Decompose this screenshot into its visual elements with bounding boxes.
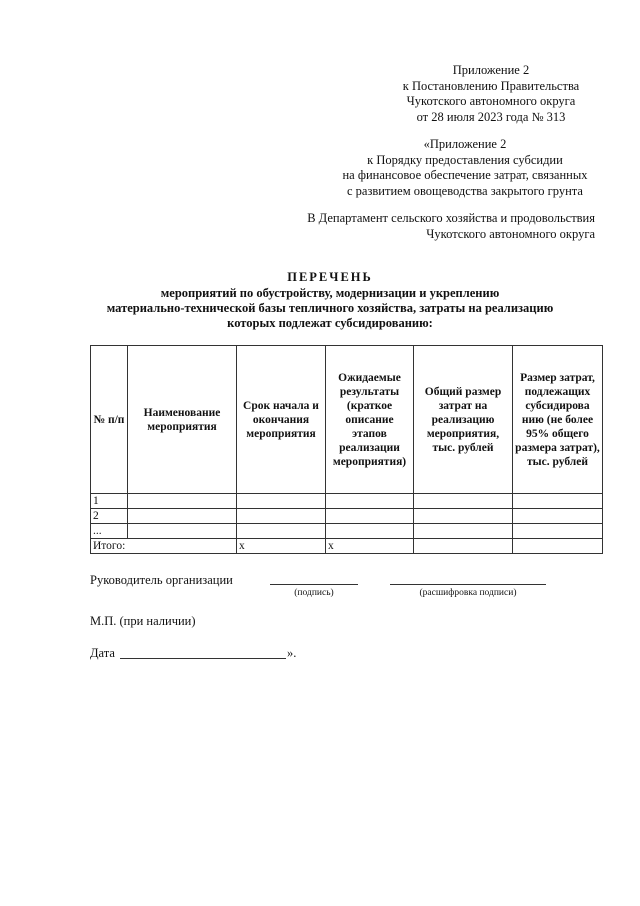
header-total-cost: Общий размер затрат на реализацию мероприятия, тыс. рублей (414, 346, 513, 494)
addressee-line: Чукотского автономного округа (426, 226, 595, 241)
table-cell[interactable] (237, 494, 326, 509)
signature-caption: (подпись) (294, 588, 334, 598)
addressee-line: В Департамент сельского хозяйства и продовольствия (307, 211, 595, 225)
activities-table (90, 345, 603, 554)
table-cell[interactable] (326, 509, 414, 524)
signature-decode-line[interactable] (390, 584, 546, 585)
appendix-government-block (356, 63, 626, 125)
table-cell[interactable] (513, 524, 603, 539)
total-cost-cell[interactable] (414, 539, 513, 554)
table-cell[interactable] (513, 509, 603, 524)
appendix-line: Чукотского автономного округа (406, 94, 576, 108)
appendix-line: Приложение 2 (452, 63, 530, 77)
table-cell[interactable] (414, 494, 513, 509)
heading-line: материально-технической базы тепличного хозяйства, затраты на реализацию (106, 301, 554, 315)
total-term-mark: х (237, 539, 326, 554)
date-end: ». (287, 646, 297, 660)
header-name: Наименование мероприятия (128, 346, 237, 494)
table-cell[interactable] (414, 524, 513, 539)
table-cell[interactable]: 1 (91, 494, 128, 509)
appendix-line: от 28 июля 2023 года № 313 (416, 109, 566, 124)
header-results: Ожидаемые результаты (краткое описание этапов реализации мероприятия) (326, 346, 414, 494)
head-label: Руководитель организации (90, 573, 233, 587)
appendix-line: к Порядку предоставления субсидии (367, 152, 563, 167)
total-subsidy-cell[interactable] (513, 539, 603, 554)
document-heading (60, 270, 600, 331)
heading-line: которых подлежат субсидированию: (227, 316, 433, 330)
table-row (91, 524, 603, 539)
table-cell[interactable] (237, 524, 326, 539)
total-label: Итого: (91, 539, 237, 554)
appendix-line: на финансовое обеспечение затрат, связанных (342, 168, 588, 182)
date-label: Дата (90, 646, 115, 660)
document-title: ПЕРЕЧЕНЬ (287, 270, 373, 284)
heading-line: мероприятий по обустройству, модернизации и укреплению (160, 286, 500, 300)
appendix-line: к Постановлению Правительства (402, 78, 580, 93)
seal-label: М.П. (при наличии) (90, 614, 196, 628)
appendix-line: с развитием овощеводства закрытого грунта (347, 183, 583, 198)
table-cell[interactable] (414, 509, 513, 524)
table-cell[interactable] (326, 524, 414, 539)
table-cell[interactable] (237, 509, 326, 524)
date-line[interactable] (120, 658, 286, 659)
total-results-mark: х (326, 539, 414, 554)
table-cell[interactable]: ... (91, 524, 128, 539)
table-cell[interactable] (326, 494, 414, 509)
appendix-order-block (330, 137, 600, 199)
table-cell[interactable]: 2 (91, 509, 128, 524)
table-header-row (91, 346, 603, 494)
table-cell[interactable] (128, 494, 237, 509)
table-total-row (91, 539, 603, 554)
table-cell[interactable] (513, 494, 603, 509)
addressee-block (270, 211, 595, 242)
header-number: № п/п (91, 346, 128, 494)
header-subsidy-cost: Размер затрат, подлежащих субсидирова нию (не более 95% общего размера затрат), тыс. рублей (513, 346, 603, 494)
appendix-line: «Приложение 2 (423, 137, 507, 151)
table-row (91, 509, 603, 524)
signature-decode-caption: (расшифровка подписи) (419, 588, 517, 598)
table-cell[interactable] (128, 524, 237, 539)
signature-line[interactable] (270, 584, 358, 585)
header-term: Срок начала и окончания мероприятия (237, 346, 326, 494)
table-row (91, 494, 603, 509)
table-cell[interactable] (128, 509, 237, 524)
